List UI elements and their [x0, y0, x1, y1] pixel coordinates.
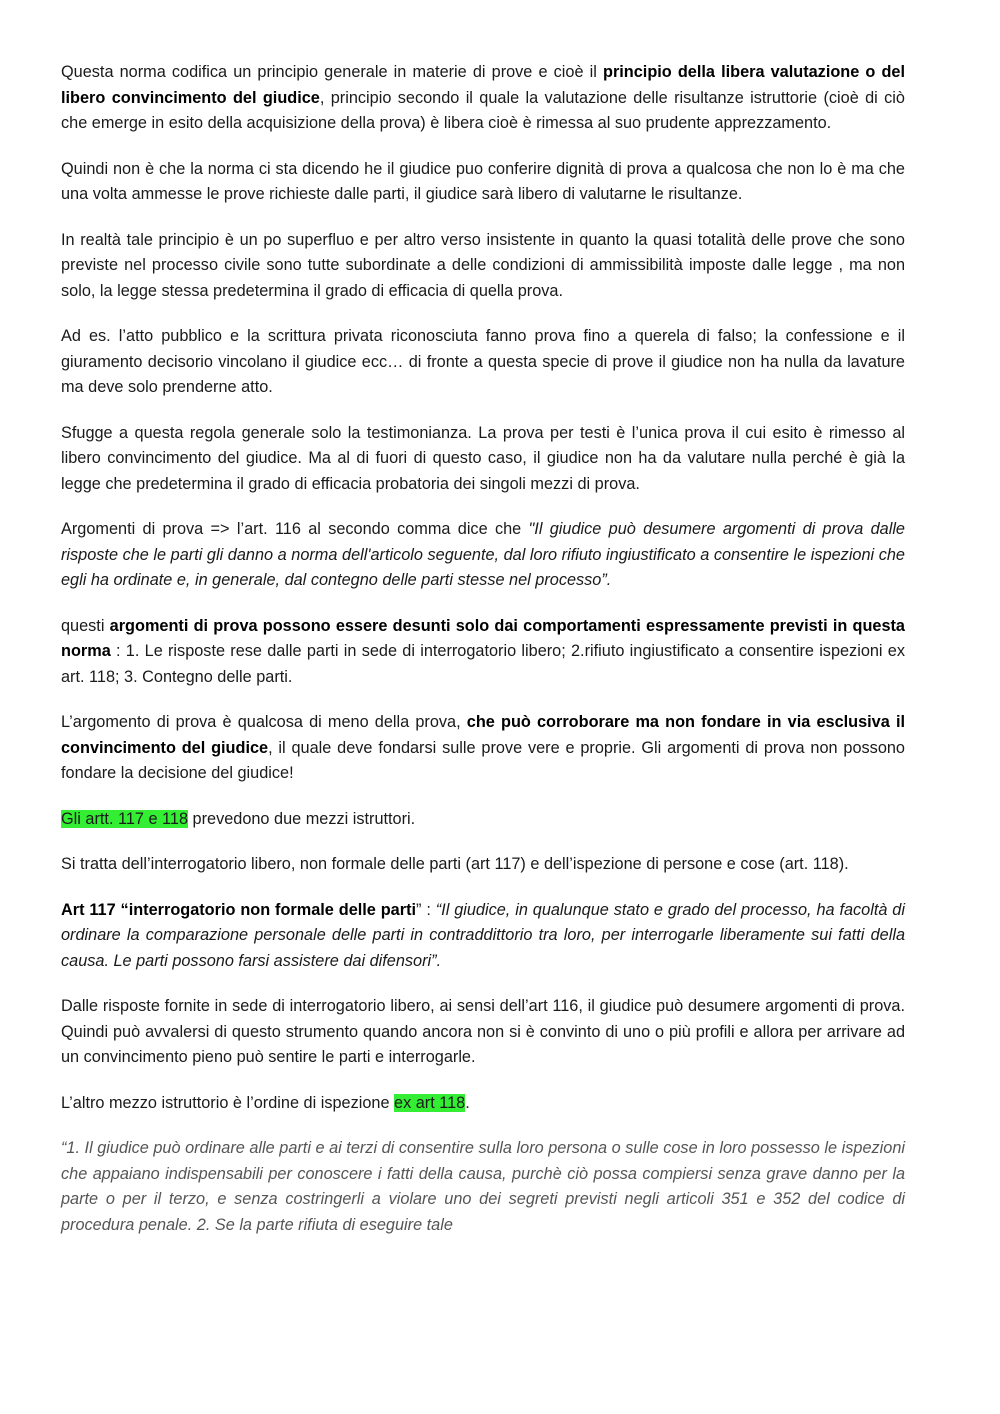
text: , principio secondo il quale la valutazione delle risultanze istruttorie (cioè di ciò che emerge in esito della acquisizione della prova) è libera cioè è rimessa al suo prudente apprezzamento.: [61, 88, 905, 132]
paragraph-art-117: [61, 898, 905, 975]
bold-text: principio della libera valutazione o del libero convincimento del giudice: [61, 63, 905, 107]
text: : 1. Le risposte rese dalle parti in sede di interrogatorio libero; 2.rifiuto ingiustificato a consentire ispezioni ex art. 118; 3. Contegno delle parti.: [61, 642, 905, 686]
text: questi: [61, 616, 110, 635]
text: Argomenti di prova => l’art. 116 al secondo comma dice che: [61, 520, 529, 538]
text: L’altro mezzo istruttorio è l’ordine di ispezione: [61, 1093, 395, 1112]
text: , il quale deve fondarsi sulle prove vere e proprie. Gli argomenti di prova non possono fondare la decisione del giudice!: [61, 738, 905, 782]
paragraph-interrogatorio: Si tratta dell’interrogatorio libero, non formale delle parti (art 117) e dell’ispezione di persone e cose (art. 118).: [61, 855, 849, 873]
text: ” :: [416, 900, 436, 919]
paragraph-artt-117-118: [61, 807, 905, 833]
italic-quote: “Il giudice, in qualunque stato e grado del processo, ha facoltà di ordinare la comparazione personale delle parti in contraddittorio tra loro, per interrogarle liberamente sui fatti della causa. Le parti possono farsi assistere dai difensori”.: [61, 900, 905, 970]
highlighted-text: Gli artt. 117 e 118: [61, 809, 189, 828]
paragraph-examples: Ad es. l’atto pubblico e la scrittura privata riconosciuta fanno prova fino a querela di falso; la confessione e il giuramento decisorio vincolano il giudice ecc… di fronte a questa specie di prove il giudice non ha nulla da lavature ma deve solo prenderne atto.: [61, 327, 905, 396]
text: .: [465, 1093, 470, 1112]
paragraph-superfluous: In realtà tale principio è un po superfluo e per altro verso insistente in quanto la quasi totalità delle prove che sono previste nel processo civile sono tutte subordinate a delle condizioni di ammissibilità imposte dalle legge , ma non solo, la legge stessa predetermina il grado di efficacia di quella prova.: [61, 230, 905, 300]
bold-text: che può corroborare ma non fondare in via esclusiva il convincimento del giudice: [61, 713, 905, 757]
paragraph-principle: [61, 60, 905, 137]
text: prevedono due mezzi istruttori.: [188, 809, 416, 828]
highlighted-text: ex art 118: [394, 1093, 466, 1112]
text: Questa norma codifica un principio generale in materie di prove e cioè il: [61, 63, 603, 81]
text: L’argomento di prova è qualcosa di meno della prova,: [61, 713, 467, 731]
italic-quote: "Il giudice può desumere argomenti di prova dalle risposte che le parti gli danno a norma dell'articolo seguente, dal loro rifiuto ingiustificato a consentire le ispezioni che egli ha ordinate e, in generale, dal contegno delle parti stesse nel processo”.: [61, 520, 905, 589]
paragraph-behaviors: [61, 614, 905, 691]
bold-text: argomenti di prova possono essere desunti solo dai comportamenti espressamente previsti in questa norma: [61, 616, 905, 660]
paragraph-answers: Dalle risposte fornite in sede di interrogatorio libero, ai sensi dell’art 116, il giudice può desumere argomenti di prova. Quindi può avvalersi di questo strumento quando ancora non si è convinto di uno o più profili e allora per arrivare ad un convincimento pieno può sentire le parti e interrogarle.: [61, 997, 905, 1066]
bold-text: Art 117 “interrogatorio non formale delle parti: [61, 900, 417, 919]
paragraph-testimony: Sfugge a questa regola generale solo la testimonianza. La prova per testi è l’unica prova il cui esito è rimesso al libero convincimento del giudice. Ma al di fuori di questo caso, il giudice non ha da valutare nulla perché è già la legge che predetermina il grado di efficacia probatoria dei singoli mezzi di prova.: [61, 423, 905, 493]
paragraph-art-118-quote: “1. Il giudice può ordinare alle parti e ai terzi di consentire sulla loro persona o sulle cose in loro possesso le ispezioni che appaiano indispensabili per conoscere i fatti della causa, purchè ciò possa compiersi senza grave danno per la parte o per il terzo, e senza costringerli a violare uno dei segreti previsti negli articoli 351 e 352 del codice di procedura penale. 2. Se la parte rifiuta di eseguire tale: [61, 1139, 905, 1234]
paragraph-clarification: Quindi non è che la norma ci sta dicendo he il giudice puo conferire dignità di prova a qualcosa che non lo è ma che una volta ammesse le prove richieste dalle parti, il giudice sarà libero di valutarne le risultanze.: [61, 159, 905, 203]
paragraph-argomenti: [61, 517, 905, 594]
paragraph-inspection: [61, 1091, 905, 1117]
document-page: [61, 60, 905, 1258]
paragraph-less-than-proof: [61, 710, 905, 787]
